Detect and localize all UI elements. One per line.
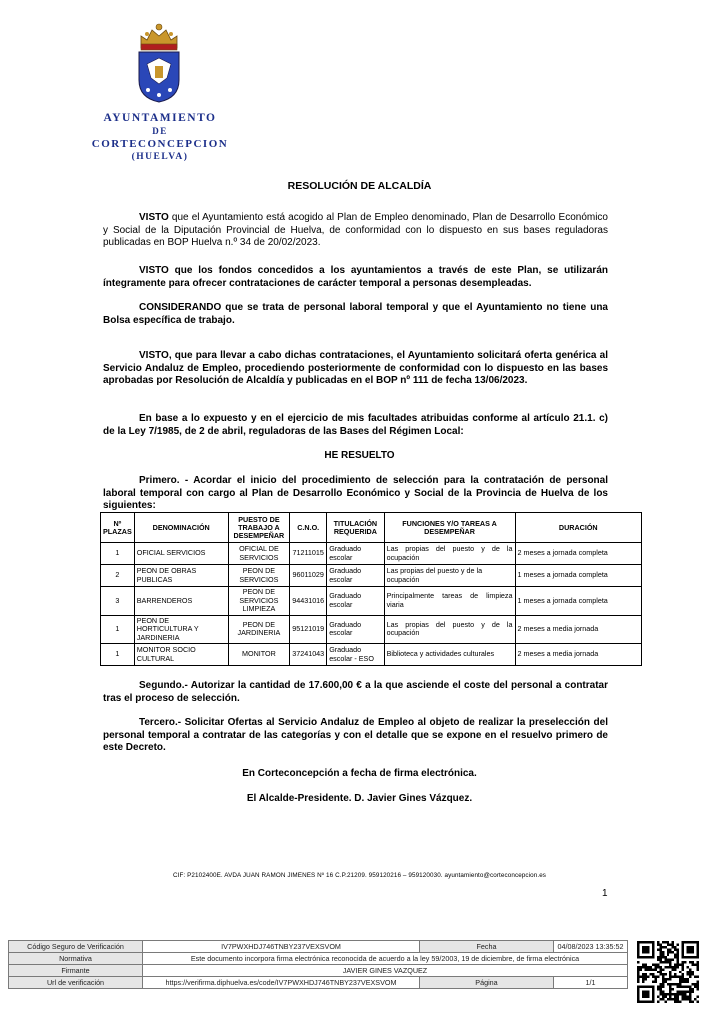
lead-text: Primero.: [139, 475, 180, 486]
column-header: DURACIÓN: [515, 513, 641, 543]
page-value: 1/1: [554, 977, 628, 989]
norm-label: Normativa: [9, 953, 143, 965]
paragraph-segundo: [103, 680, 608, 705]
qr-code-icon: [637, 941, 699, 1003]
he-resuelto-heading: HE RESUELTO: [324, 450, 395, 461]
body-text: , que para llevar a cabo dichas contrataciones, el Ayuntamiento solicitará oferta genérica al Servicio Andaluz de Empleo, procediendo posteriormente de conformidad con lo dispuesto en las bases aprobadas por Resolución de Alcaldía y publicadas en el BOP nº 111 de fecha 13/06/2023.: [103, 350, 608, 386]
column-header: C.N.O.: [290, 513, 327, 543]
table-cell: 2 meses a jornada completa: [515, 543, 641, 565]
table-cell: 2 meses a media jornada: [515, 615, 641, 644]
body-text: En base a lo expuesto y en el ejercicio de mis facultades atribuidas conforme al artículo 21.1. c) de la Ley 7/1985, de 2 de abril, reguladoras de las Bases del Régimen Local:: [103, 413, 608, 437]
signer-value: JAVIER GINES VAZQUEZ: [143, 965, 628, 977]
date-label: Fecha: [420, 941, 554, 953]
coat-of-arms-icon: [133, 22, 185, 104]
table-cell: Biblioteca y actividades culturales: [384, 644, 515, 666]
table-cell: 37241043: [290, 644, 327, 666]
table-cell: Graduado escolar: [327, 565, 384, 587]
body-text: - Acordar el inicio del procedimiento de selección para la contratación de personal laboral temporal con cargo al Plan de Desarrollo Económico y Social de la Provincia de Huelva de los siguientes:: [103, 475, 608, 511]
body-text: que los fondos concedidos a los ayuntamientos a través de este Plan, se utilizarán íntegramente para ofrecer contrataciones de carácter temporal a personas desempleadas.: [103, 265, 608, 289]
table-cell: PEON DE HORTICULTURA Y JARDINERIA: [134, 615, 228, 644]
verification-row: [9, 977, 628, 989]
lead-text: Segundo.-: [139, 680, 188, 691]
municipality-name: [90, 112, 230, 164]
table-cell: OFICIAL DE SERVICIOS: [228, 543, 290, 565]
table-cell: Graduado escolar: [327, 543, 384, 565]
table-cell: Principalmente tareas de limpieza viaria: [384, 587, 515, 616]
table-cell: Las propias del puesto y de la ocupación: [384, 615, 515, 644]
footer-address: CIF: P2102400E. AVDA JUAN RAMON JIMENES Nº 16 C.P.21209. 959120216 – 959120030. ayuntamiento@corteconcepcion.es: [172, 872, 547, 879]
municipality-line2: DE: [152, 126, 168, 136]
table-cell: PEON DE SERVICIOS: [228, 565, 290, 587]
table-cell: 94431016: [290, 587, 327, 616]
table-row: [101, 543, 642, 565]
code-label: Código Seguro de Verificación: [9, 941, 143, 953]
municipality-line4: (HUELVA): [131, 152, 189, 162]
paragraph-considerando: [103, 302, 608, 327]
table-cell: 2 meses a media jornada: [515, 644, 641, 666]
municipality-line1: AYUNTAMIENTO: [103, 112, 217, 124]
table-header-row: [101, 513, 642, 543]
lead-text: VISTO: [139, 265, 169, 276]
body-text: Autorizar la cantidad de 17.600,00 € a la que asciende el coste del personal a contratar tras el proceso de selección.: [103, 680, 608, 704]
signer-line: El Alcalde-Presidente. D. Javier Gines Vázquez.: [246, 793, 473, 804]
column-header: PUESTO DE TRABAJO A DESEMPEÑAR: [228, 513, 290, 543]
table-cell: 71211015: [290, 543, 327, 565]
lead-text: VISTO: [139, 350, 169, 361]
column-header: Nº PLAZAS: [101, 513, 135, 543]
body-text: Solicitar Ofertas al Servicio Andaluz de Empleo al objeto de realizar la preselección del personal temporal a contratar de las categorías y con el detalle que se expone en el resuelvo primero de este Decreto.: [103, 717, 608, 753]
page-title: RESOLUCIÓN DE ALCALDÍA: [287, 180, 432, 192]
table-cell: Las propias del puesto y de la ocupación: [384, 565, 515, 587]
column-header: DENOMINACIÓN: [134, 513, 228, 543]
table-cell: 1: [101, 615, 135, 644]
table-cell: Graduado escolar - ESO: [327, 644, 384, 666]
table-cell: 96011029: [290, 565, 327, 587]
table-cell: BARRENDEROS: [134, 587, 228, 616]
column-header: FUNCIONES Y/O TAREAS A DESEMPEÑAR: [384, 513, 515, 543]
table-cell: 95121019: [290, 615, 327, 644]
paragraph-visto-3: [103, 350, 608, 388]
paragraph-visto-1: [103, 212, 608, 250]
table-cell: 1 meses a jornada completa: [515, 565, 641, 587]
lead-text: CONSIDERANDO: [139, 302, 222, 313]
table-cell: MONITOR SOCIO CULTURAL: [134, 644, 228, 666]
table-row: [101, 565, 642, 587]
table-cell: Graduado escolar: [327, 587, 384, 616]
table-cell: 2: [101, 565, 135, 587]
date-value: 04/08/2023 13:35:52: [554, 941, 628, 953]
code-value: IV7PWXHDJ746TNBY237VEXSVOM: [143, 941, 420, 953]
table-cell: 1: [101, 543, 135, 565]
signer-label: Firmante: [9, 965, 143, 977]
positions-table: [100, 512, 642, 666]
paragraph-en-base: [103, 413, 608, 438]
table-row: [101, 615, 642, 644]
table-cell: Las propias del puesto y de la ocupación: [384, 543, 515, 565]
table-cell: OFICIAL SERVICIOS: [134, 543, 228, 565]
column-header: TITULACIÓN REQUERIDA: [327, 513, 384, 543]
table-cell: MONITOR: [228, 644, 290, 666]
url-label: Url de verificación: [9, 977, 143, 989]
table-cell: PEON DE OBRAS PUBLICAS: [134, 565, 228, 587]
body-text: que se trata de personal laboral temporal y que el Ayuntamiento no tiene una Bolsa específica de trabajo.: [103, 302, 608, 326]
norm-value: Este documento incorpora firma electrónica reconocida de acuerdo a la ley 59/2003, 19 de diciembre, de firma electrónica: [143, 953, 628, 965]
verification-table: [8, 940, 628, 989]
url-value[interactable]: https://verifirma.diphuelva.es/code/IV7PWXHDJ746TNBY237VEXSVOM: [143, 977, 420, 989]
table-cell: 3: [101, 587, 135, 616]
body-text: que el Ayuntamiento está acogido al Plan de Empleo denominado, Plan de Desarrollo Económico y Social de la Diputación Provincial de Huelva, de conformidad con lo dispuesto en sus bases reguladoras publicadas en BOP Huelva n.º 34 de 20/02/2023.: [103, 212, 608, 248]
table-cell: PEON DE JARDINERIA: [228, 615, 290, 644]
table-row: [101, 587, 642, 616]
table-cell: 1 meses a jornada completa: [515, 587, 641, 616]
table-cell: PEON DE SERVICIOS LIMPIEZA: [228, 587, 290, 616]
verification-row: [9, 941, 628, 953]
paragraph-visto-2: [103, 265, 608, 290]
lead-text: Tercero.-: [139, 717, 182, 728]
page-number: 1: [602, 888, 608, 899]
place-line: En Corteconcepción a fecha de firma electrónica.: [242, 768, 477, 779]
table-cell: 1: [101, 644, 135, 666]
verification-row: [9, 953, 628, 965]
table-cell: Graduado escolar: [327, 615, 384, 644]
lead-text: VISTO: [139, 212, 169, 223]
paragraph-tercero: [103, 717, 608, 755]
verification-row: [9, 965, 628, 977]
municipality-line3: CORTECONCEPCION: [91, 138, 229, 150]
page-label: Página: [420, 977, 554, 989]
table-row: [101, 644, 642, 666]
paragraph-primero: [103, 475, 608, 513]
